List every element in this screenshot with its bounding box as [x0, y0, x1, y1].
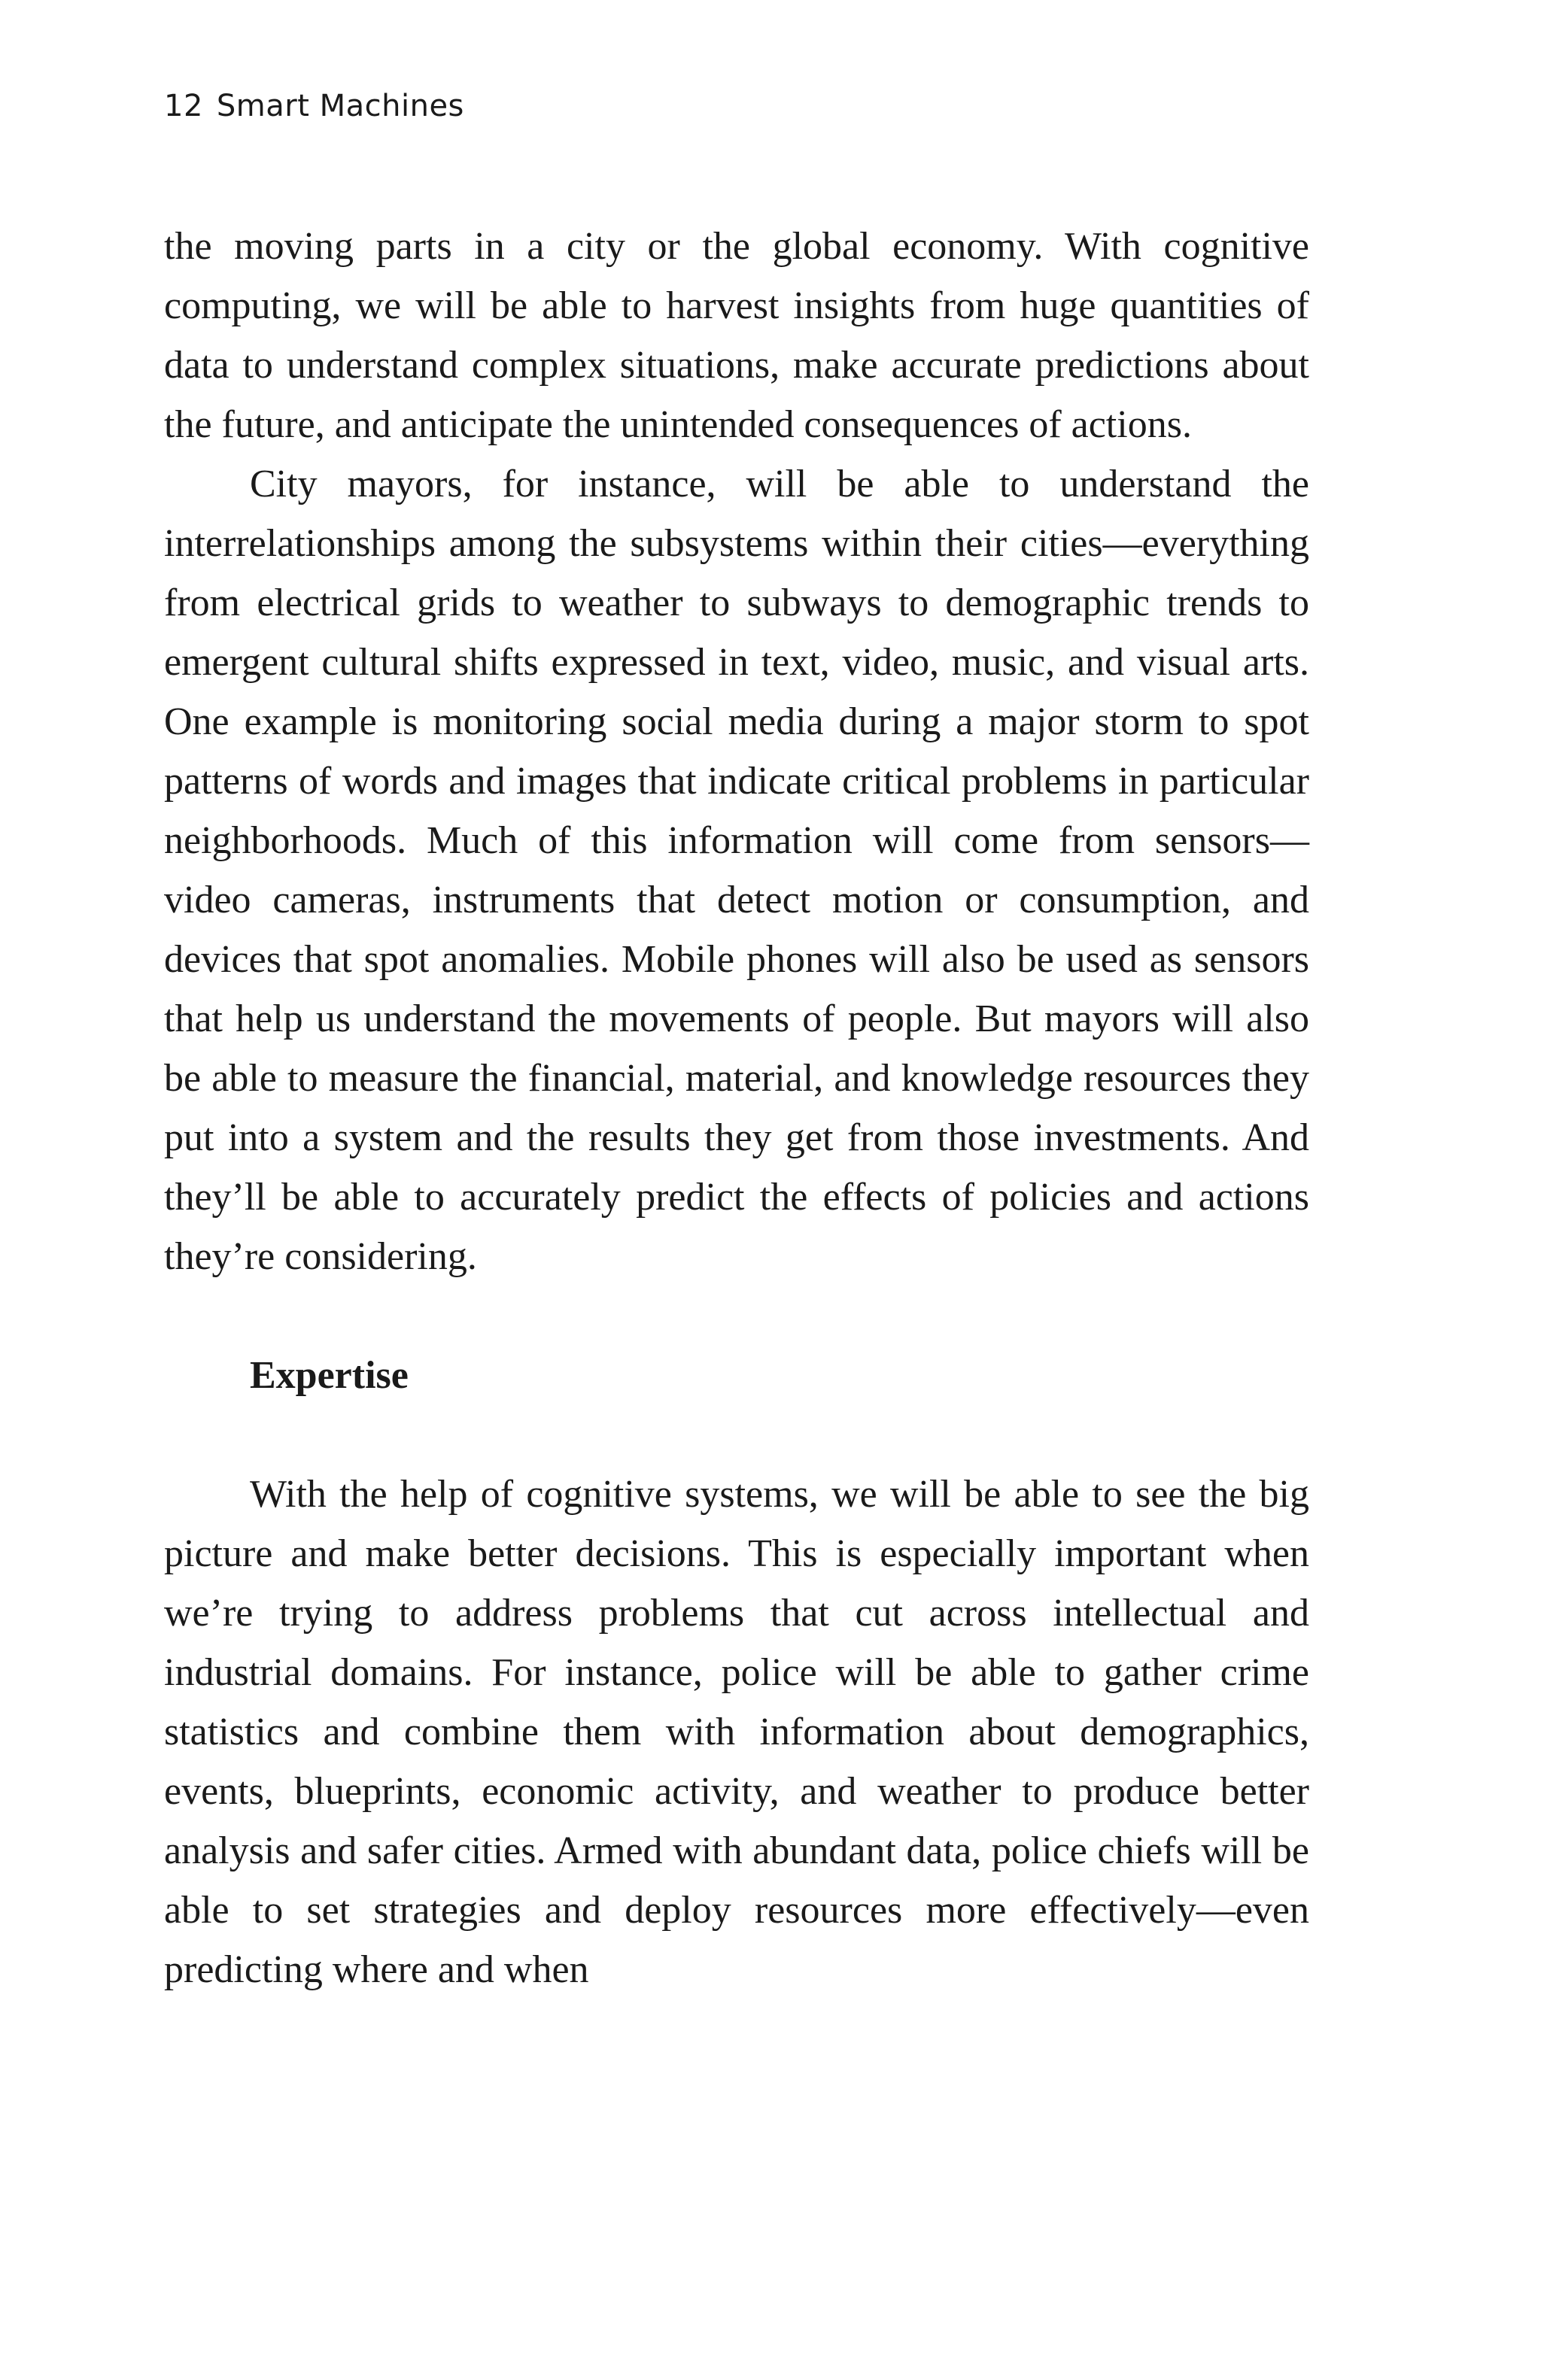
book-title: Smart Machines [216, 89, 464, 123]
section-heading-expertise: Expertise [250, 1354, 409, 1397]
paragraph-cognitive-systems: With the help of cognitive systems, we will be able to see the big picture and make better decisions. This is especially important when we’re trying to address problems that cut across intellectual and industrial domains. For instance, police will be able to gather crime statistics and combine them with information about demographics, events, blueprints, economic activity, and weather to produce better analysis and safer cities. Armed with abundant data, police chiefs will be able to set strategies and deploy resources more effectively—even predicting where and when [164, 1473, 1309, 1991]
paragraph-continued: the moving parts in a city or the global economy. With cognitive computing, we will be able to harvest insights from huge quantities of data to understand complex situations, make accurate predictions about the future, and anticipate the unintended consequences of actions. [164, 225, 1309, 446]
paragraph-city-mayors: City mayors, for instance, will be able to understand the interrelationships among the subsystems within their cities—everything from electrical grids to weather to subways to demographic trends to emergent cultural shifts expressed in text, video, music, and visual arts. One example is monitoring social media during a major storm to spot patterns of words and images that indicate critical problems in particular neighborhoods. Much of this information will come from sensors—video cameras, instruments that detect motion or consumption, and devices that spot anomalies. Mobile phones will also be used as sensors that help us understand the movements of people. But mayors will also be able to measure the financial, material, and knowledge resources they put into a system and the results they get from those investments. And they’ll be able to accurately predict the effects of policies and actions they’re considering. [164, 463, 1309, 1278]
body-text [164, 217, 1309, 1999]
running-head [164, 89, 464, 123]
page-number: 12 [164, 89, 203, 123]
